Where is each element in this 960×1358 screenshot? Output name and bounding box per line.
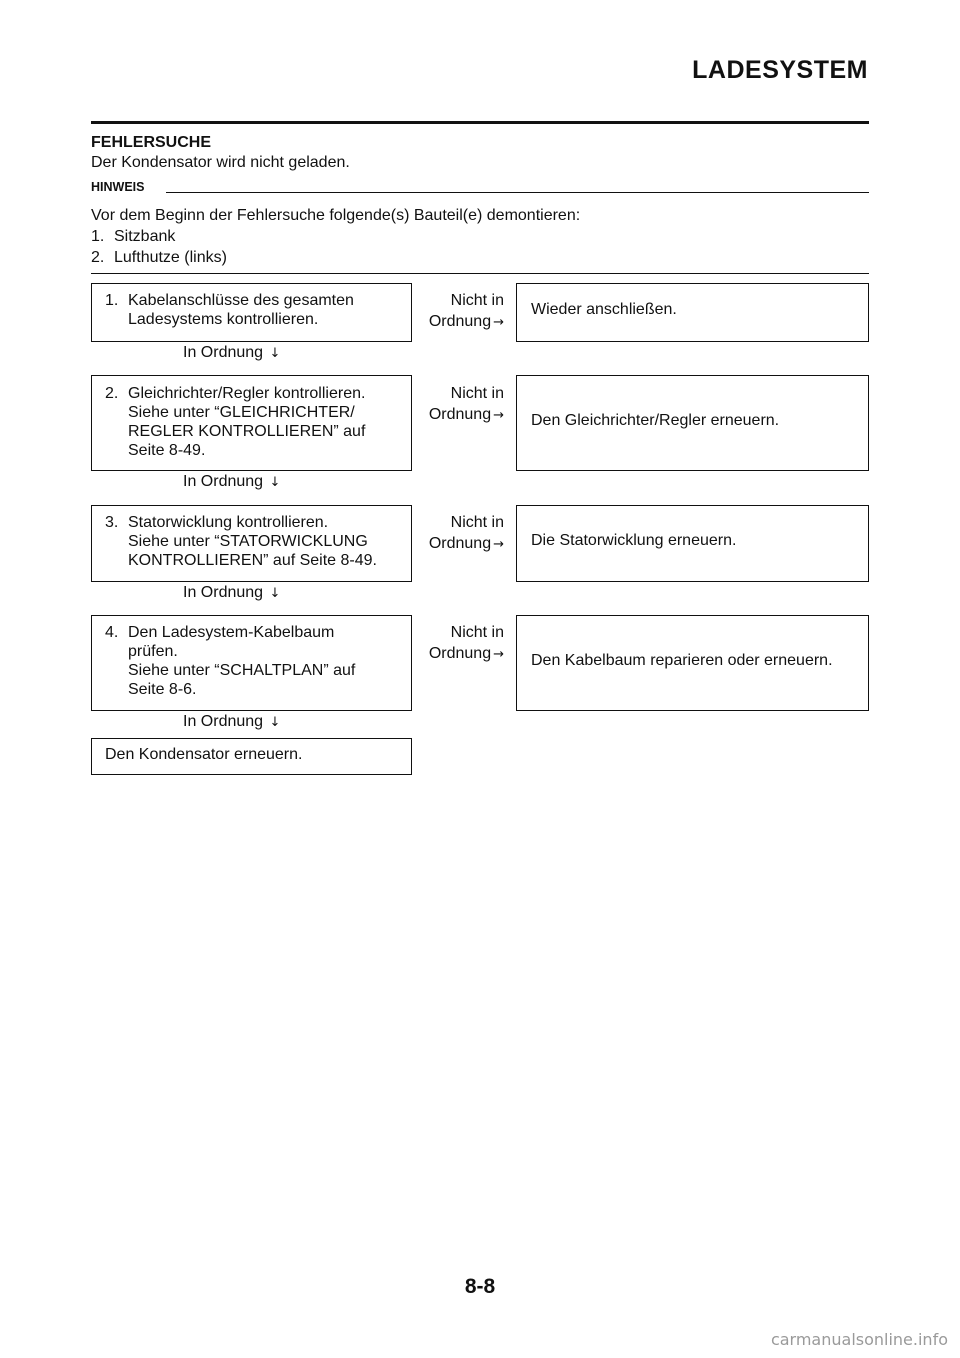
step-line: REGLER KONTROLLIEREN” auf: [128, 423, 366, 440]
fail-label-line: Ordnung: [428, 645, 492, 662]
fail-label-4: [414, 622, 504, 665]
ok-label-3: [183, 584, 280, 602]
step-line: Statorwicklung kontrollieren.: [128, 514, 329, 531]
step-line: Siehe unter “SCHALTPLAN” auf: [128, 662, 356, 679]
step-line: Kabelanschlüsse des gesamten: [128, 292, 354, 309]
ok-label-text: In Ordnung: [183, 584, 264, 601]
step-line: Siehe unter “STATORWICKLUNG: [128, 533, 368, 550]
note-divider: [166, 192, 869, 193]
fail-label-line: Nicht in: [450, 385, 504, 402]
action-text-2: Den Gleichrichter/Regler erneuern.: [531, 412, 780, 429]
fail-label-line: Nicht in: [450, 292, 504, 309]
page-number: 8-8: [464, 1275, 496, 1298]
arrow-down-icon: ↓: [269, 475, 281, 490]
arrow-down-icon: ↓: [269, 715, 281, 730]
note-item-number: 2.: [91, 249, 105, 266]
arrow-right-icon: →: [493, 537, 504, 552]
step-number: 1.: [105, 292, 119, 309]
fail-label-line: Ordnung: [428, 535, 492, 552]
note-item-text: Sitzbank: [114, 228, 176, 245]
action-text-3: Die Statorwicklung erneuern.: [531, 532, 737, 549]
page-title: LADESYSTEM: [692, 56, 868, 84]
watermark: carmanualsonline.info: [770, 1330, 948, 1349]
section-heading: FEHLERSUCHE: [91, 134, 212, 151]
header-rule: [91, 121, 869, 124]
arrow-down-icon: ↓: [269, 586, 281, 601]
fail-label-line: Nicht in: [450, 514, 504, 531]
note-item: [91, 226, 175, 247]
final-text: Den Kondensator erneuern.: [105, 746, 303, 763]
step-number: 3.: [105, 514, 119, 531]
step-line: Den Ladesystem-Kabelbaum: [128, 624, 335, 641]
ok-label-2: [183, 473, 280, 491]
step-line: Seite 8-49.: [128, 442, 206, 459]
arrow-right-icon: →: [493, 647, 504, 662]
section-intro: Der Kondensator wird nicht geladen.: [91, 154, 350, 171]
step-line: prüfen.: [128, 643, 178, 660]
step-line: Ladesystems kontrollieren.: [128, 311, 319, 328]
note-item-text: Lufthutze (links): [114, 249, 227, 266]
ok-label-text: In Ordnung: [183, 344, 264, 361]
note-text: Vor dem Beginn der Fehlersuche folgende(s) Bauteil(e) demontieren:: [91, 207, 581, 224]
ok-label-4: [183, 713, 280, 731]
note-item-number: 1.: [91, 228, 105, 245]
step-line: Gleichrichter/Regler kontrollieren.: [128, 385, 366, 402]
note-item: [91, 247, 227, 268]
fail-label-3: [414, 512, 504, 555]
fail-label-line: Ordnung: [428, 406, 492, 423]
action-text-4: Den Kabelbaum reparieren oder erneuern.: [531, 652, 833, 669]
arrow-down-icon: ↓: [269, 346, 281, 361]
step-line: KONTROLLIEREN” auf Seite 8-49.: [128, 552, 377, 569]
step-number: 4.: [105, 624, 119, 641]
fail-label-line: Nicht in: [450, 624, 504, 641]
step-line: Seite 8-6.: [128, 681, 197, 698]
action-text-1: Wieder anschließen.: [531, 301, 677, 318]
arrow-right-icon: →: [493, 408, 504, 423]
ok-label-1: [183, 344, 280, 362]
ok-label-text: In Ordnung: [183, 473, 264, 490]
ok-label-text: In Ordnung: [183, 713, 264, 730]
note-label: HINWEIS: [91, 180, 145, 194]
step-number: 2.: [105, 385, 119, 402]
note-bottom-rule: [91, 273, 869, 274]
fail-label-line: Ordnung: [428, 313, 492, 330]
fail-label-1: [414, 290, 504, 333]
arrow-right-icon: →: [493, 315, 504, 330]
fail-label-2: [414, 383, 504, 426]
step-line: Siehe unter “GLEICHRICHTER/: [128, 404, 355, 421]
